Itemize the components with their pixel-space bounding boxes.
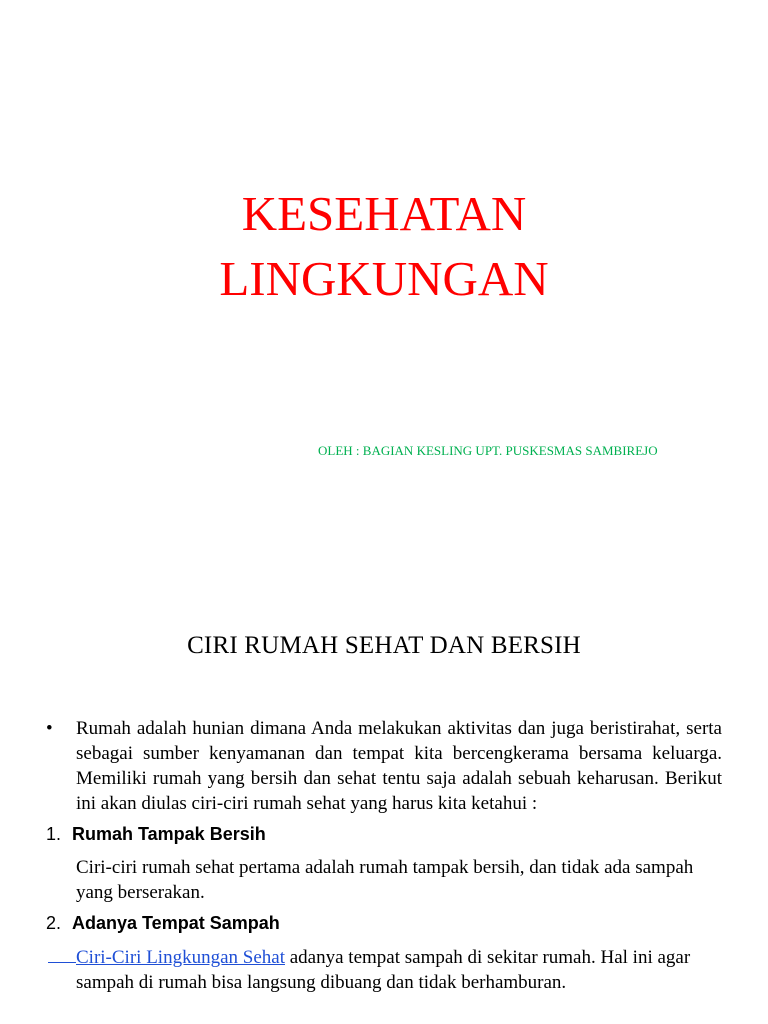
list-item-1-number: 1. (46, 824, 62, 844)
author-credit: OLEH : BAGIAN KESLING UPT. PUSKESMAS SAMBIREJO (318, 443, 658, 458)
list-item-1-header (46, 822, 722, 847)
list-item-2-paragraph (76, 944, 722, 995)
link-underline-lead (48, 944, 76, 963)
main-title (0, 181, 768, 311)
intro-bullet (46, 716, 722, 816)
list-item-1-heading: Rumah Tampak Bersih (72, 824, 266, 844)
intro-paragraph: Rumah adalah hunian dimana Anda melakukan aktivitas dan juga beristirahat, serta sebagai sumber kenyamanan dan tempat kita bercengkerama bersama keluarga. Memiliki rumah yang bersih dan sehat tentu saja adalah sebuah keharusan. Berikut ini akan diulas ciri-ciri rumah sehat yang harus kita ketahui : (76, 718, 722, 814)
bullet-icon: • (46, 718, 53, 739)
slide-content (46, 716, 722, 995)
main-title-line-1: KESEHATAN (241, 186, 527, 241)
list-item-2-heading: Adanya Tempat Sampah (72, 913, 280, 933)
list-item-1-text: Ciri-ciri rumah sehat pertama adalah rumah tampak bersih, dan tidak ada sampah yang berserakan. (76, 857, 694, 903)
main-title-line-2: LINGKUNGAN (219, 251, 549, 306)
lingkungan-sehat-link[interactable]: Ciri-Ciri Lingkungan Sehat (76, 947, 285, 968)
content-slide (0, 576, 768, 1024)
list-item-2-header (46, 911, 722, 936)
list-item-2-text: adanya tempat sampah di sekitar rumah. Hal ini agar sampah di rumah bisa langsung dibuang dan tidak berhamburan. (76, 947, 691, 993)
list-item-2-number: 2. (46, 913, 62, 933)
section-title: CIRI RUMAH SEHAT DAN BERSIH (187, 632, 581, 659)
